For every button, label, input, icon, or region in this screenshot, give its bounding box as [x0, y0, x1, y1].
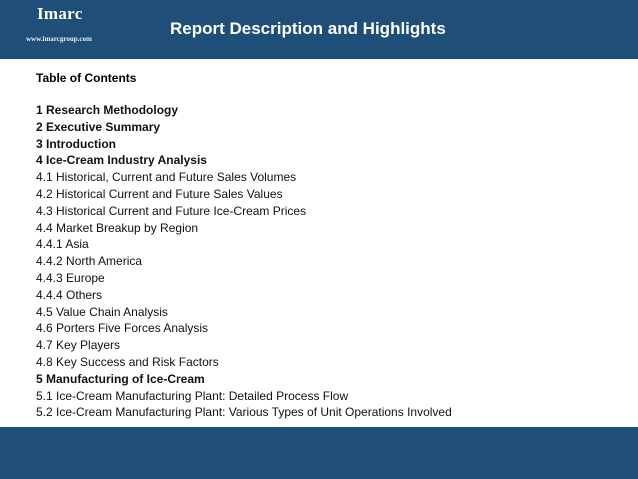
toc-item: 4.7 Key Players [36, 338, 121, 353]
toc-item: 4.6 Porters Five Forces Analysis [36, 321, 209, 336]
toc-item: 4.4 Market Breakup by Region [36, 220, 199, 235]
toc-item: 4.4.1 Asia [36, 237, 89, 252]
toc-list [36, 102, 626, 421]
toc-item: 4.4.4 Others [36, 287, 103, 302]
footer-bar [0, 427, 638, 479]
toc-item: 1 Research Methodology [36, 103, 179, 117]
toc-item: 5 Manufacturing of Ice-Cream [36, 371, 205, 386]
toc-item: 3 Introduction [36, 136, 116, 151]
website-url: www.imarcgroup.com [26, 35, 92, 43]
toc-item: 4.3 Historical Current and Future Ice-Cream Prices [36, 203, 307, 218]
toc-item: 4.8 Key Success and Risk Factors [36, 354, 219, 369]
company-logo: Imarc [37, 4, 83, 23]
toc-item: 4.4.2 North America [36, 254, 143, 269]
toc-item: 5.1 Ice-Cream Manufacturing Plant: Detailed Process Flow [36, 388, 349, 403]
toc-item: 4.5 Value Chain Analysis [36, 304, 168, 319]
toc-item: 2 Executive Summary [36, 119, 161, 134]
table-of-contents [36, 70, 626, 421]
toc-item: 4 Ice-Cream Industry Analysis [36, 153, 207, 168]
toc-heading: Table of Contents [36, 71, 137, 85]
toc-item: 4.2 Historical Current and Future Sales Values [36, 186, 283, 201]
toc-item: 4.1 Historical, Current and Future Sales Volumes [36, 170, 297, 185]
header-bar [0, 0, 638, 59]
page-title: Report Description and Highlights [170, 19, 446, 38]
toc-item: 4.4.3 Europe [36, 270, 105, 285]
toc-item: 5.2 Ice-Cream Manufacturing Plant: Various Types of Unit Operations Involved [36, 405, 452, 420]
